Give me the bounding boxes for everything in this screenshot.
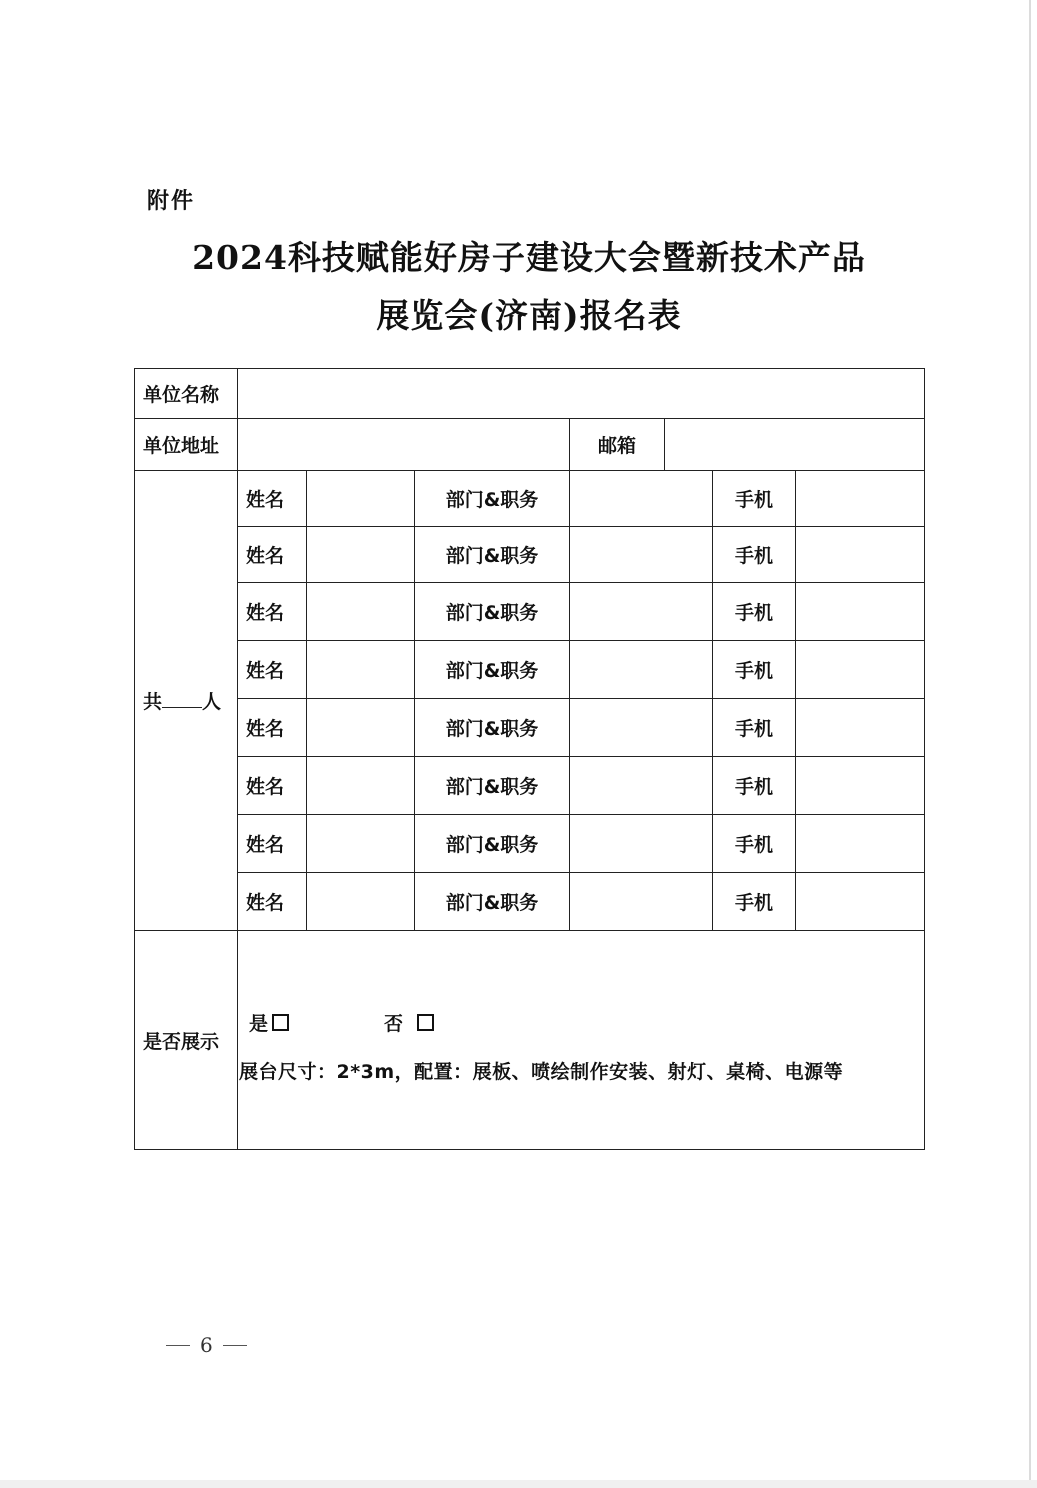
unit-name-label: 单位名称 (135, 369, 238, 419)
attendee-dept-field[interactable] (570, 471, 713, 527)
page-number-footer (156, 1333, 257, 1357)
people-count-blank[interactable] (162, 689, 202, 708)
people-count-cell (135, 471, 238, 931)
attendee-name-field[interactable] (307, 641, 415, 699)
attendee-dept-field[interactable] (570, 873, 713, 931)
attendee-phone-field[interactable] (796, 583, 925, 641)
attendee-phone-label: 手机 (713, 699, 796, 757)
email-field[interactable] (665, 419, 925, 471)
attendee-phone-label: 手机 (713, 641, 796, 699)
attendee-dept-field[interactable] (570, 699, 713, 757)
people-count-suffix: 人 (202, 691, 222, 713)
attendee-phone-field[interactable] (796, 699, 925, 757)
form-title-line-2: 展览会(济南)报名表 (376, 296, 682, 335)
exhibit-row (135, 931, 925, 1150)
attendee-dept-field[interactable] (570, 815, 713, 873)
attendee-name-field[interactable] (307, 527, 415, 583)
page-number-dash-right (223, 1345, 247, 1346)
booth-description: 展台尺寸：2*3m，配置：展板、喷绘制作安装、射灯、桌椅、电源等 (239, 1061, 844, 1083)
exhibit-no-label: 否 (384, 1013, 404, 1035)
attendee-phone-label: 手机 (713, 873, 796, 931)
registration-form-table (134, 368, 925, 1150)
unit-address-field[interactable] (238, 419, 570, 471)
attendee-dept-label: 部门&职务 (415, 471, 570, 527)
unit-address-label: 单位地址 (135, 419, 238, 471)
exhibit-yes-option[interactable] (249, 1009, 289, 1036)
attendee-name-label: 姓名 (238, 641, 307, 699)
unit-name-field[interactable] (238, 369, 925, 419)
attendee-row (135, 699, 925, 757)
attendee-row (135, 815, 925, 873)
attendee-name-label: 姓名 (238, 757, 307, 815)
attendee-dept-field[interactable] (570, 527, 713, 583)
attendee-name-label: 姓名 (238, 699, 307, 757)
page-bottom-edge (0, 1480, 1037, 1488)
attendee-phone-field[interactable] (796, 471, 925, 527)
exhibit-yes-label: 是 (249, 1013, 269, 1035)
attendee-phone-label: 手机 (713, 527, 796, 583)
attendee-dept-label: 部门&职务 (415, 527, 570, 583)
attendee-phone-label: 手机 (713, 757, 796, 815)
page-edge-shadow (1029, 0, 1031, 1488)
attendee-row (135, 757, 925, 815)
attendee-phone-field[interactable] (796, 527, 925, 583)
attendee-dept-label: 部门&职务 (415, 583, 570, 641)
attendee-dept-label: 部门&职务 (415, 873, 570, 931)
form-title-line-1: 2024科技赋能好房子建设大会暨新技术产品 (192, 238, 866, 277)
attendee-phone-label: 手机 (713, 815, 796, 873)
attendee-name-field[interactable] (307, 699, 415, 757)
attendee-dept-label: 部门&职务 (415, 641, 570, 699)
attendee-row (135, 583, 925, 641)
attendee-phone-field[interactable] (796, 641, 925, 699)
attendee-name-field[interactable] (307, 873, 415, 931)
unit-address-row (135, 419, 925, 471)
exhibit-label: 是否展示 (135, 931, 238, 1150)
attendee-name-label: 姓名 (238, 873, 307, 931)
page-number: 6 (200, 1333, 213, 1357)
attendee-phone-field[interactable] (796, 873, 925, 931)
attendee-dept-field[interactable] (570, 757, 713, 815)
attendee-name-label: 姓名 (238, 815, 307, 873)
attendee-row (135, 471, 925, 527)
attendee-name-label: 姓名 (238, 471, 307, 527)
attendee-name-field[interactable] (307, 757, 415, 815)
attendee-row (135, 641, 925, 699)
attendee-name-label: 姓名 (238, 583, 307, 641)
attendee-row (135, 873, 925, 931)
attachment-label: 附件 (147, 189, 196, 214)
attendee-phone-field[interactable] (796, 757, 925, 815)
attendee-row (135, 527, 925, 583)
attendee-name-field[interactable] (307, 815, 415, 873)
attendee-name-label: 姓名 (238, 527, 307, 583)
attendee-name-field[interactable] (307, 471, 415, 527)
attendee-phone-label: 手机 (713, 471, 796, 527)
exhibit-no-option[interactable] (384, 1009, 434, 1036)
attendee-phone-label: 手机 (713, 583, 796, 641)
page-number-dash-left (166, 1345, 190, 1346)
unit-name-row (135, 369, 925, 419)
exhibit-no-checkbox[interactable] (417, 1014, 434, 1031)
attendee-dept-label: 部门&职务 (415, 757, 570, 815)
exhibit-options-cell (238, 931, 925, 1150)
attendee-dept-field[interactable] (570, 583, 713, 641)
attendee-dept-field[interactable] (570, 641, 713, 699)
attendee-dept-label: 部门&职务 (415, 815, 570, 873)
attendee-phone-field[interactable] (796, 815, 925, 873)
attendee-dept-label: 部门&职务 (415, 699, 570, 757)
attendee-name-field[interactable] (307, 583, 415, 641)
exhibit-yes-checkbox[interactable] (272, 1014, 289, 1031)
email-label: 邮箱 (570, 419, 665, 471)
people-count-prefix: 共 (143, 691, 163, 713)
